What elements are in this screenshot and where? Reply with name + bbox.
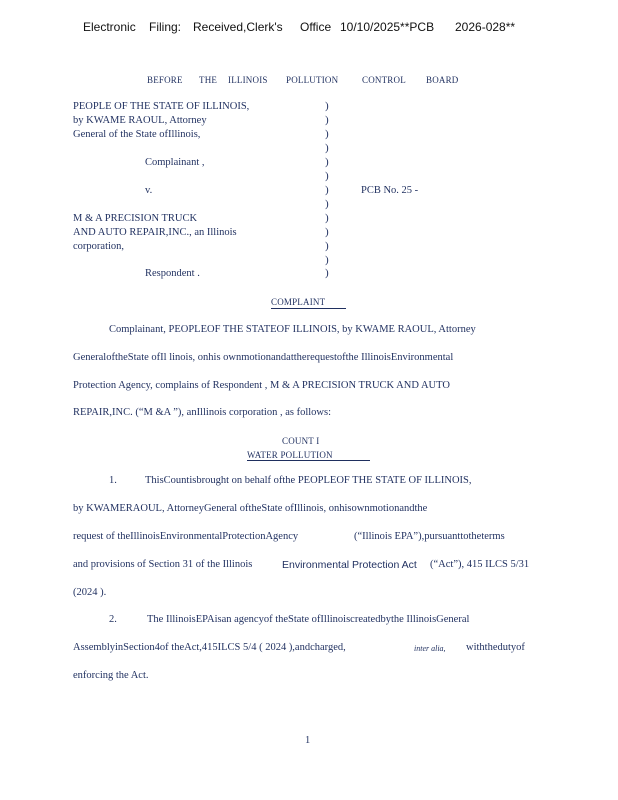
para1-line5: (2024 ). [73,587,107,598]
para2-line3: enforcing the Act. [73,670,149,681]
caption-people-line3: General of the State ofIllinois, [73,129,201,140]
header-received: Received,Clerk's [193,20,283,34]
caption-paren: ) [325,254,329,266]
caption-people-line1: PEOPLE OF THE STATE OF ILLINOIS, [73,101,250,112]
board-pollution: POLLUTION [286,75,339,85]
caption-people-line2: by KWAME RAOUL, Attorney [73,115,207,126]
caption-paren: ) [325,198,329,210]
intro-line4: REPAIR,INC. (“M &A ”), anIllinois corporation , as follows: [73,407,332,418]
caption-complainant: Complainant , [145,157,205,168]
para2-number: 2. [109,614,117,625]
para1-line4-act-name: Environmental Protection Act [282,559,417,571]
caption-pcb-number: PCB No. 25 - [361,185,419,196]
caption-paren: ) [325,114,329,126]
caption-paren: ) [325,184,329,196]
para2-line2a: AssemblyinSection4of theAct,415ILCS 5/4 ( 2024 ),andcharged, [73,642,346,653]
para1-line2: by KWAMERAOUL, AttorneyGeneral oftheState ofIllinois, onhisownmotionandthe [73,503,428,514]
para1-line3-epa: (“Illinois EPA”),pursuanttotheterms [354,531,505,542]
caption-respondent: Respondent . [145,268,200,279]
header-filing: Filing: [149,20,182,34]
caption-versus: v. [145,185,153,196]
count-subheading: WATER POLLUTION [247,450,333,460]
intro-line1: Complainant, PEOPLEOF THE STATEOF ILLINOIS, by KWAME RAOUL, Attorney [109,324,476,335]
para1-line1: ThisCountisbrought on behalf ofthe PEOPLEOF THE STATE OF ILLINOIS, [145,475,472,486]
board-illinois: ILLINOIS [228,75,268,85]
board-control: CONTROL [362,75,406,85]
board-before: BEFORE [147,75,183,85]
board-board: BOARD [426,75,459,85]
count-heading: COUNT I [282,436,320,446]
caption-respondent-line3: corporation, [73,241,125,252]
para1-line4a: and provisions of Section 31 of the Illinois [73,559,253,570]
caption-paren: ) [325,128,329,140]
page-number: 1 [305,735,311,746]
header-case-number: 2026-028** [455,20,516,34]
header-electronic: Electronic [83,20,136,34]
caption-paren: ) [325,240,329,252]
para2-line1: The IllinoisEPAisan agencyof theState ofIllinoiscreatedbythe IllinoisGeneral [147,614,470,625]
caption-paren: ) [325,170,329,182]
board-the: THE [199,75,218,85]
caption-paren: ) [325,156,329,168]
header-office: Office [300,20,332,34]
caption-respondent-line1: M & A PRECISION TRUCK [73,213,198,224]
intro-line3: Protection Agency, complains of Respondent , M & A PRECISION TRUCK AND AUTO [73,380,450,391]
para2-line2c: withthedutyof [466,642,525,653]
caption-paren: ) [325,212,329,224]
intro-line2: GeneraloftheState ofIl linois, onhis ownmotionandattherequestofthe IllinoisEnvironmental [73,352,454,363]
para1-line3: request of theIllinoisEnvironmentalProtectionAgency [73,531,299,542]
caption-paren: ) [325,100,329,112]
caption-paren: ) [325,142,329,154]
header-date-pcb: 10/10/2025**PCB [340,20,435,34]
caption-paren: ) [325,267,329,279]
caption-paren: ) [325,226,329,238]
para2-inter-alia: inter alia, [414,644,446,653]
caption-respondent-line2: AND AUTO REPAIR,INC., an Illinois [73,227,237,238]
count-underline [247,460,370,461]
complaint-title: COMPLAINT [271,297,326,307]
para1-number: 1. [109,475,117,486]
title-underline [271,308,346,309]
para1-line4c: (“Act”), 415 ILCS 5/31 [430,559,530,570]
